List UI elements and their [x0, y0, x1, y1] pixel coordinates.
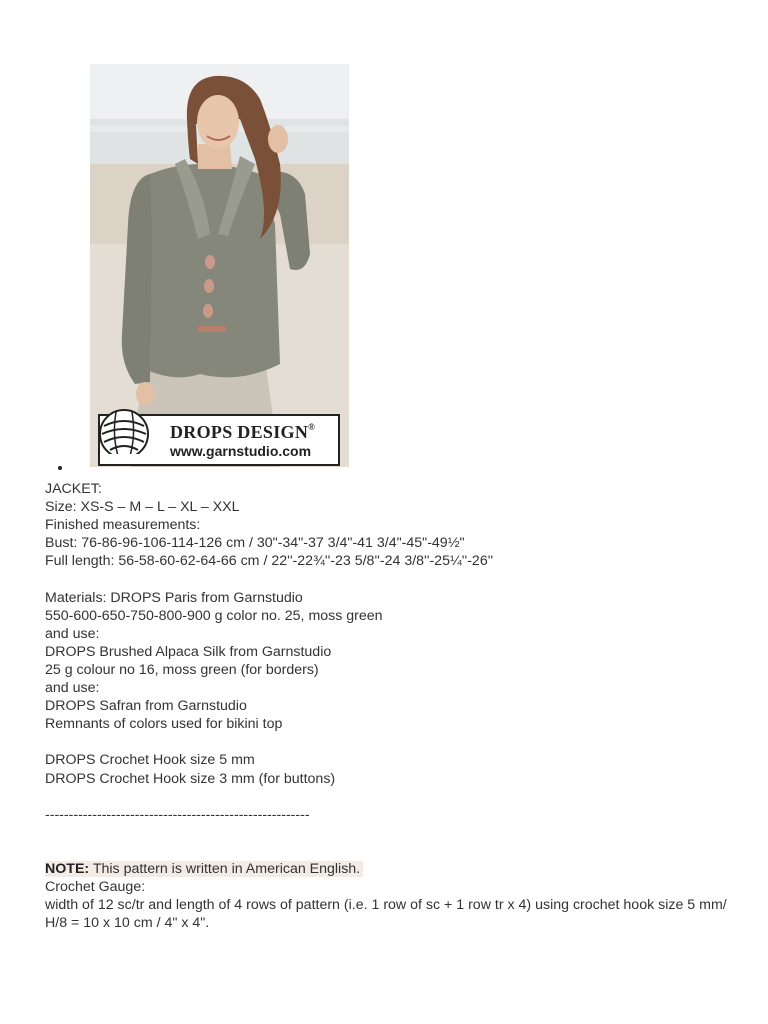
- materials-alpaca: DROPS Brushed Alpaca Silk from Garnstudio: [45, 643, 332, 660]
- gauge-text: width of 12 sc/tr and length of 4 rows of pattern (i.e. 1 row of sc + 1 row tr x 4) using crochet hook size 5 mm/ H/8 = 10 x 10 cm / 4" x 4".: [45, 897, 727, 932]
- materials-remnants: Remnants of colors used for bikini top: [45, 716, 283, 733]
- list-bullet: [58, 466, 62, 470]
- materials-safran: DROPS Safran from Garnstudio: [45, 698, 247, 715]
- materials-line: Materials: DROPS Paris from Garnstudio: [45, 589, 303, 606]
- bust-line: Bust: 76-86-96-106-114-126 cm / 30"-34"-37 3/4"-41 3/4"-45"-49½": [45, 535, 465, 552]
- finished-measurements-label: Finished measurements:: [45, 517, 201, 534]
- materials-and-use: and use:: [45, 625, 100, 642]
- jacket-heading: JACKET:: [45, 481, 102, 497]
- note-label: NOTE:: [45, 860, 90, 877]
- size-line: Size: XS-S – M – L – XL – XXL: [45, 499, 240, 516]
- materials-alpaca-amount: 25 g colour no 16, moss green (for borders): [45, 661, 319, 678]
- note-line: [45, 860, 745, 878]
- yarn-ball-icon: [98, 402, 156, 454]
- materials-amounts: 550-600-650-750-800-900 g color no. 25, moss green: [45, 607, 383, 624]
- gauge-heading: Crochet Gauge:: [45, 879, 146, 896]
- logo-title: DROPS DESIGN: [170, 422, 309, 442]
- hook-3mm: DROPS Crochet Hook size 3 mm (for buttons): [45, 770, 336, 787]
- divider-line: --------------------------------------------------------: [45, 806, 310, 823]
- hook-5mm: DROPS Crochet Hook size 5 mm: [45, 752, 255, 769]
- logo-url: www.garnstudio.com: [170, 443, 312, 459]
- full-length-line: Full length: 56-58-60-62-64-66 cm / 22''-22¾''-23 5/8''-24 3/8''-25¼''-26'': [45, 553, 494, 570]
- drops-design-logo: [98, 414, 340, 466]
- product-photo: [90, 64, 349, 467]
- materials-and-use-2: and use:: [45, 680, 100, 697]
- logo-trademark: ®: [308, 422, 316, 432]
- note-text: This pattern is written in American English.: [89, 860, 361, 877]
- pattern-text: [45, 480, 745, 932]
